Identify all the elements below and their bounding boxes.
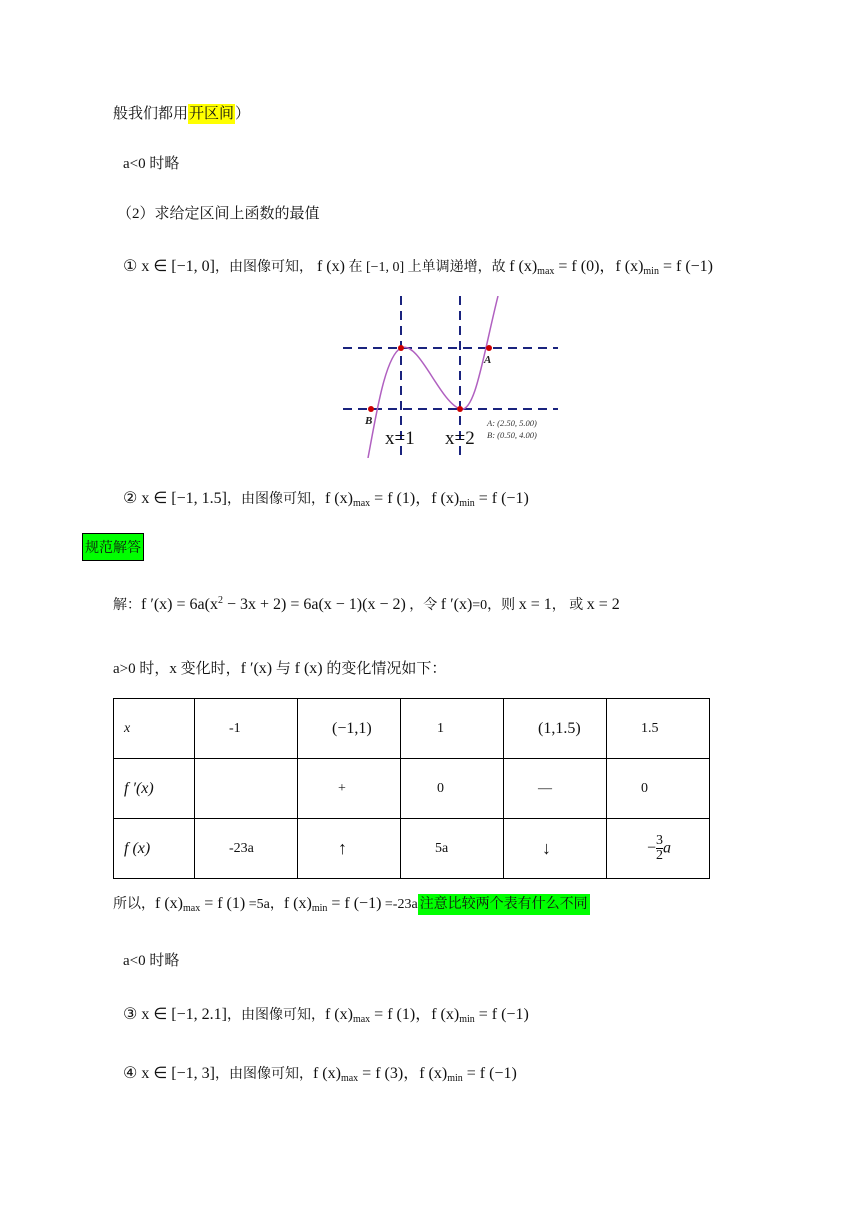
text-l6-a: 解：	[113, 598, 141, 613]
cell-text: f (x)	[124, 839, 151, 857]
variation-table	[113, 698, 710, 879]
table-cell	[607, 699, 710, 759]
sub-max-l10: max	[352, 1014, 371, 1025]
fprime-l7: f ′(x)	[240, 660, 273, 677]
label-a: A	[484, 354, 492, 366]
val-max-l5: = f (1)	[370, 490, 416, 507]
deriv-expr-b: − 3x + 2) = 6a(x − 1)(x − 2)	[222, 596, 406, 613]
sub-min-l11: min	[447, 1073, 463, 1084]
fx-min-l4: f (x)	[615, 258, 644, 275]
sub-min-l8: min	[311, 903, 328, 914]
deriv-expr-a: f ′(x) = 6a(x	[141, 596, 218, 613]
text-l11-a: ，由图像可知，	[214, 1067, 313, 1082]
table-cell	[607, 759, 710, 819]
table-cell	[114, 759, 195, 819]
point-a	[486, 345, 492, 351]
fx-min-l8: f (x)	[283, 895, 312, 912]
val-min-l5: = f (−1)	[474, 490, 529, 507]
text-line-4	[123, 253, 713, 277]
table-cell	[504, 699, 607, 759]
sub-max-l5: max	[352, 498, 371, 509]
text-line-1	[113, 102, 250, 123]
text-line-11	[123, 1060, 517, 1084]
cubic-graph-figure	[343, 296, 558, 458]
table-cell	[298, 759, 401, 819]
cell-text: 5a	[435, 840, 449, 856]
marker-2: ②	[123, 490, 138, 507]
text-l4-a: ，由图像可知，	[214, 260, 313, 275]
highlight-compare-note: 注意比较两个表有什么不同	[418, 894, 590, 915]
text-l5-c: ，	[415, 490, 432, 507]
interval-1: x ∈ [−1, 0]	[141, 258, 215, 275]
frac-var: a	[663, 839, 672, 857]
cell-text: +	[338, 780, 346, 796]
text-l6-b: ，令	[405, 598, 441, 613]
fx-max-l11: f (x)	[312, 1065, 341, 1082]
text-line-6	[113, 594, 620, 614]
table-cell	[195, 699, 298, 759]
text-l6-d: =0，则	[472, 598, 519, 613]
fx-min-l5: f (x)	[431, 490, 460, 507]
table-cell	[114, 819, 195, 879]
sub-max-l4: max	[537, 266, 555, 277]
frac-num: 3	[656, 833, 664, 848]
table-cell	[401, 759, 504, 819]
table-cell	[298, 819, 401, 879]
text-line-2	[123, 152, 179, 173]
table-cell	[298, 699, 401, 759]
frac-sign: −	[647, 839, 657, 857]
val-max2-l8: =5a，	[245, 897, 284, 912]
frac-den: 2	[656, 848, 664, 863]
point-b	[368, 406, 374, 412]
legend-a: A: (2.50, 5.00)	[487, 418, 537, 428]
table-cell	[504, 759, 607, 819]
cell-text: -23a	[229, 840, 254, 856]
val-max-l8: = f (1)	[200, 895, 246, 912]
text-l2: a<0 时略	[123, 156, 180, 172]
val-max-l10: = f (1)	[370, 1006, 416, 1023]
text-l5-a: ，由图像可知，	[226, 492, 325, 507]
fx-max-l8: f (x)	[155, 895, 183, 912]
marker-3: ③	[123, 1006, 138, 1023]
sub-max-l11: max	[340, 1073, 359, 1084]
cell-text: x	[124, 720, 131, 736]
text-l10-a: ，由图像可知，	[226, 1008, 325, 1023]
table-row-fprime	[114, 759, 710, 819]
text-l10-c: ，	[415, 1006, 432, 1023]
text-l8-a: 所以，	[113, 897, 155, 912]
root-1: x = 1	[518, 596, 552, 613]
table-cell	[195, 759, 298, 819]
cell-text: 1.5	[641, 720, 659, 736]
text-l6-f: ， 或	[551, 598, 587, 613]
fraction-value	[647, 834, 671, 863]
val-max-l11: = f (3)	[358, 1065, 404, 1082]
cell-text: 0	[641, 780, 648, 796]
deriv-square: 2	[217, 595, 223, 606]
marker-4: ④	[123, 1065, 138, 1082]
val-min-l8: = f (−1)	[327, 895, 382, 912]
text-l11-c: ，	[403, 1065, 420, 1082]
point-max	[398, 345, 404, 351]
text-line-9	[123, 949, 179, 970]
fx-l4: f (x)	[316, 258, 345, 275]
table-row-x	[114, 699, 710, 759]
val-max-l4: = f (0)	[554, 258, 600, 275]
text-l9: a<0 时略	[123, 953, 180, 969]
text-line-7	[113, 657, 446, 678]
table-cell	[401, 819, 504, 879]
marker-1: ①	[123, 258, 138, 275]
root-2: x = 2	[586, 596, 620, 613]
fx-min-l10: f (x)	[431, 1006, 460, 1023]
deriv-zero: f ′(x)	[440, 596, 473, 613]
label-x1: x=1	[385, 428, 415, 449]
text-line-5	[123, 485, 529, 509]
interval-4: x ∈ [−1, 3]	[141, 1065, 215, 1082]
section-heading-solution: 规范解答	[82, 533, 144, 561]
val-min-l4: = f (−1)	[658, 258, 713, 275]
text-l7: a>0 时，x 变化时，	[113, 661, 241, 677]
text-line-3	[117, 202, 320, 223]
label-b: B	[365, 415, 373, 427]
text-l4-c: ，	[599, 258, 616, 275]
point-min	[457, 406, 463, 412]
text-line-8	[113, 893, 590, 914]
fx-max-l5: f (x)	[324, 490, 353, 507]
table-row-fx	[114, 819, 710, 879]
text-l1-a: 般我们都用	[113, 106, 189, 122]
down-arrow-icon: ↓	[542, 838, 551, 858]
sub-min-l4: min	[643, 266, 659, 277]
val-min2-l8: =-23a	[381, 897, 418, 912]
val-min-l10: = f (−1)	[474, 1006, 529, 1023]
cell-text: (1,1.5)	[538, 719, 581, 737]
fx-l7: f (x)	[294, 660, 323, 677]
label-x2: x=2	[445, 428, 475, 449]
highlight-open-interval: 开区间	[189, 106, 235, 122]
text-line-10	[123, 1001, 529, 1025]
cell-text: 0	[437, 780, 444, 796]
cell-text: (−1,1)	[332, 719, 372, 737]
cell-text: -1	[229, 720, 241, 736]
table-cell	[114, 699, 195, 759]
up-arrow-icon: ↑	[338, 838, 347, 858]
interval-2: x ∈ [−1, 1.5]	[141, 490, 227, 507]
text-l4-b: 在 [−1, 0] 上单调递增，故	[344, 260, 510, 275]
text-l7-c: 与	[272, 661, 295, 677]
legend-b: B: (0.50, 4.00)	[487, 430, 537, 440]
cell-text: f ′(x)	[124, 779, 154, 797]
table-cell	[504, 819, 607, 879]
fx-max-l10: f (x)	[324, 1006, 353, 1023]
table-cell	[401, 699, 504, 759]
cell-text: 1	[437, 720, 444, 736]
text-l7-e: 的变化情况如下：	[322, 661, 447, 677]
sub-max-l8: max	[182, 903, 201, 914]
text-l3: （2）求给定区间上函数的最值	[117, 206, 320, 222]
fx-max-l4: f (x)	[509, 258, 538, 275]
interval-3: x ∈ [−1, 2.1]	[141, 1006, 227, 1023]
table-cell	[607, 819, 710, 879]
cell-text: —	[538, 780, 552, 796]
sub-min-l5: min	[459, 498, 475, 509]
sub-min-l10: min	[459, 1014, 475, 1025]
fx-min-l11: f (x)	[419, 1065, 448, 1082]
fraction	[656, 834, 663, 863]
table-cell	[195, 819, 298, 879]
text-l1-b: ）	[235, 106, 251, 122]
val-min-l11: = f (−1)	[462, 1065, 517, 1082]
